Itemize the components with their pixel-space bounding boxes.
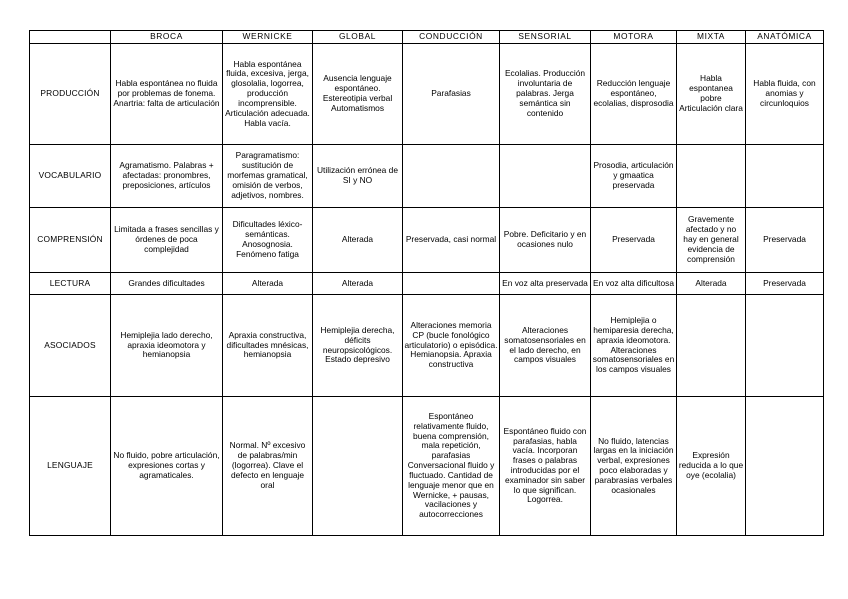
- table-cell: [500, 145, 591, 208]
- table-cell: Alteraciones memoria CP (bucle fonológico articulatorio) o episódica. Hemianopsia. Apraxia constructiva: [403, 295, 500, 397]
- table-cell: [677, 295, 746, 397]
- table-cell: Preservada: [746, 273, 824, 295]
- header-wernicke: WERNICKE: [223, 31, 313, 44]
- table-cell: [313, 397, 403, 536]
- table-row: [30, 44, 824, 145]
- table-cell: [746, 295, 824, 397]
- table-cell: Alterada: [677, 273, 746, 295]
- header-conduccion: CONDUCCIÓN: [403, 31, 500, 44]
- header-anatomica: ANATÓMICA: [746, 31, 824, 44]
- table-cell: Apraxia constructiva, dificultades mnésicas, hemianopsia: [223, 295, 313, 397]
- header-corner: [30, 31, 111, 44]
- table-cell: Habla espontánea no fluida por problemas de fonema. Anartria: falta de articulación: [111, 44, 223, 145]
- table-row: [30, 273, 824, 295]
- row-label-vocabulario: VOCABULARIO: [30, 145, 111, 208]
- row-label-lectura: LECTURA: [30, 273, 111, 295]
- table-row: [30, 208, 824, 273]
- header-sensorial: SENSORIAL: [500, 31, 591, 44]
- header-broca: BROCA: [111, 31, 223, 44]
- table-cell: [677, 145, 746, 208]
- header-motora: MOTORA: [591, 31, 677, 44]
- table-cell: Dificultades léxico-semánticas. Anosognosia. Fenómeno fatiga: [223, 208, 313, 273]
- table-cell: Gravemente afectado y no hay en general evidencia de comprensión: [677, 208, 746, 273]
- table-cell: Ecolalias. Producción involuntaria de palabras. Jerga semántica sin contenido: [500, 44, 591, 145]
- table-cell: Preservada, casi normal: [403, 208, 500, 273]
- table-cell: Alterada: [223, 273, 313, 295]
- table-cell: Preservada: [591, 208, 677, 273]
- table-cell: Expresión reducida a lo que oye (ecolalia): [677, 397, 746, 536]
- table-cell: Reducción lenguaje espontáneo, ecolalias, disprosodia: [591, 44, 677, 145]
- table-cell: Utilización errónea de SI y NO: [313, 145, 403, 208]
- table-cell: Alteraciones somatosensoriales en el lado derecho, en campos visuales: [500, 295, 591, 397]
- aphasia-comparison-table: [29, 30, 824, 536]
- row-label-asociados: ASOCIADOS: [30, 295, 111, 397]
- header-row: [30, 31, 824, 44]
- table-cell: Agramatismo. Palabras + afectadas: pronombres, preposiciones, artículos: [111, 145, 223, 208]
- table-cell: Grandes dificultades: [111, 273, 223, 295]
- table-cell: Prosodia, articulación y gmaatica preservada: [591, 145, 677, 208]
- table-cell: Hemiplejia derecha, déficits neuropsicológicos. Estado depresivo: [313, 295, 403, 397]
- header-global: GLOBAL: [313, 31, 403, 44]
- table-cell: En voz alta preservada: [500, 273, 591, 295]
- table-cell: [746, 397, 824, 536]
- table-cell: Normal. Nº excesivo de palabras/min (logorrea). Clave el defecto en lenguaje oral: [223, 397, 313, 536]
- table-cell: [403, 273, 500, 295]
- table-cell: Limitada a frases sencillas y órdenes de poca complejidad: [111, 208, 223, 273]
- table-cell: Espontáneo relativamente fluido, buena comprensión, mala repetición, parafasias Conversacional fluido y fluctuado. Cantidad de lenguaje menor que en Wernicke, + pausas, vacilaciones y autocorrecciones: [403, 397, 500, 536]
- table-cell: Parafasias: [403, 44, 500, 145]
- table-cell: No fluido, latencias largas en la iniciación verbal, expresiones poco elaboradas y parabrasias verbales ocasionales: [591, 397, 677, 536]
- table-cell: Espontáneo fluido con parafasias, habla vacía. Incorporan frases o palabras introducidas por el examinador sin saber lo que significan. Logorrea.: [500, 397, 591, 536]
- table-row: [30, 145, 824, 208]
- table-cell: Hemiplejia lado derecho, apraxia ideomotora y hemianopsia: [111, 295, 223, 397]
- table-cell: Preservada: [746, 208, 824, 273]
- table-cell: Hemiplejia o hemiparesia derecha, apraxia ideomotora. Alteraciones somatosensoriales en los campos visuales: [591, 295, 677, 397]
- table-row: [30, 295, 824, 397]
- table-cell: No fluido, pobre articulación, expresiones cortas y agramaticales.: [111, 397, 223, 536]
- table-cell: En voz alta dificultosa: [591, 273, 677, 295]
- table-cell: [746, 145, 824, 208]
- table-cell: Alterada: [313, 273, 403, 295]
- table-cell: Habla espontánea fluida, excesiva, jerga, glosolalia, logorrea, producción incomprensible. Articulación adecuada. Habla vacía.: [223, 44, 313, 145]
- table-cell: Alterada: [313, 208, 403, 273]
- table-cell: Pobre. Deficitario y en ocasiones nulo: [500, 208, 591, 273]
- header-mixta: MIXTA: [677, 31, 746, 44]
- row-label-comprension: COMPRENSIÓN: [30, 208, 111, 273]
- table-cell: Paragramatismo: sustitución de morfemas gramatical, omisión de verbos, adjetivos, nombres.: [223, 145, 313, 208]
- row-label-lenguaje: LENGUAJE: [30, 397, 111, 536]
- row-label-produccion: PRODUCCIÓN: [30, 44, 111, 145]
- table-cell: Ausencia lenguaje espontáneo. Estereotipia verbal Automatismos: [313, 44, 403, 145]
- table-row: [30, 397, 824, 536]
- table-cell: Habla espontanea pobre Articulación clara: [677, 44, 746, 145]
- table-cell: [403, 145, 500, 208]
- table-cell: Habla fluida, con anomias y circunloquios: [746, 44, 824, 145]
